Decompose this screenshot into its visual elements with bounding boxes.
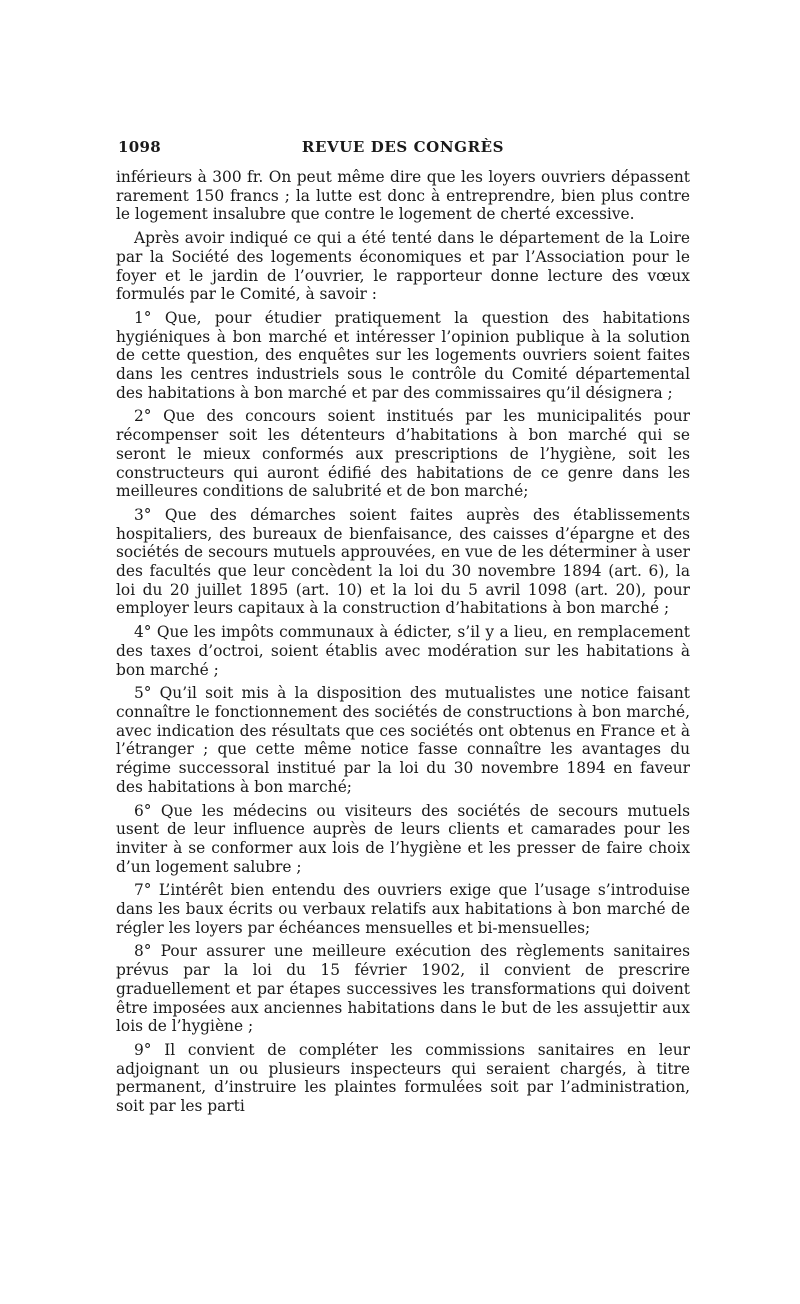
- wish-item-7: 7° L’intérêt bien entendu des ouvriers exige que l’usage s’introduise dans les baux écrits ou verbaux relatifs aux habitations à bon marché de régler les loyers par échéances mensuelles et bi-mensuelles;: [116, 881, 690, 937]
- page-number: 1098: [118, 138, 161, 156]
- page-body: [116, 168, 690, 1121]
- running-title: REVUE DES CONGRÈS: [301, 138, 505, 156]
- wish-item-6: 6° Que les médecins ou visiteurs des sociétés de secours mutuels usent de leur influence auprès de leurs clients et camarades pour les inviter à se conformer aux lois de l’hygiène et les presser de faire choix d’un logement salubre ;: [116, 801, 690, 876]
- wish-item-4: 4° Que les impôts communaux à édicter, s’il y a lieu, en remplacement des taxes d’octroi, soient établis avec modération sur les habitations à bon marché ;: [116, 623, 690, 679]
- wish-item-5: 5° Qu’il soit mis à la disposition des mutualistes une notice faisant connaître le fonctionnement des sociétés de constructions à bon marché, avec indication des résultats que ces sociétés ont obtenus en France et à l’étranger ; que cette même notice fasse connaître les avantages du régime successoral institué par la loi du 30 novembre 1894 en faveur des habitations à bon marché;: [116, 684, 690, 796]
- paragraph-introduction: Après avoir indiqué ce qui a été tenté dans le département de la Loire par la Société des logements économiques et par l’Association pour le foyer et le jardin de l’ouvrier, le rapporteur donne lecture des vœux formulés par le Comité, à savoir :: [116, 229, 690, 304]
- page-header: [118, 138, 688, 162]
- wish-item-9: 9° Il convient de compléter les commissions sanitaires en leur adjoignant un ou plusieurs inspecteurs qui seraient chargés, à titre permanent, d’instruire les plaintes formulées soit par l’administration, soit par les parti: [116, 1040, 690, 1116]
- wish-item-8: 8° Pour assurer une meilleure exécution des règlements sanitaires prévus par la loi du 15 février 1902, il convient de prescrire graduellement et par étapes successives les transformations qui doivent être imposées aux anciennes habitations dans le but de les assujettir aux lois de l’hygiène ;: [116, 942, 690, 1036]
- wish-item-2: 2° Que des concours soient institués par les municipalités pour récompenser soit les détenteurs d’habitations à bon marché qui se seront le mieux conformés aux prescriptions de l’hygiène, soit les constructeurs qui auront édifié des habitations de ce genre dans les meilleures conditions de salubrité et de bon marché;: [116, 407, 690, 501]
- paragraph-continuation: inférieurs à 300 fr. On peut même dire que les loyers ouvriers dépassent rarement 150 francs ; la lutte est donc à entreprendre, bien plus contre le logement insalubre que contre le logement de cherté excessive.: [116, 168, 690, 224]
- wish-item-1: 1° Que, pour étudier pratiquement la question des habitations hygiéniques à bon marché et intéresser l’opinion publique à la solution de cette question, des enquêtes sur les logements ouvriers soient faites dans les centres industriels sous le contrôle du Comité départemental des habitations à bon marché et par des commissaires qu’il désignera ;: [116, 308, 690, 402]
- wish-item-3: 3° Que des démarches soient faites auprès des établissements hospitaliers, des bureaux de bienfaisance, des caisses d’épargne et des sociétés de secours mutuels approuvées, en vue de les déterminer à user des facultés que leur concèdent la loi du 30 novembre 1894 (art. 6), la loi du 20 juillet 1895 (art. 10) et la loi du 5 avril 1098 (art. 20), pour employer leurs capitaux à la construction d’habitations à bon marché ;: [116, 505, 690, 618]
